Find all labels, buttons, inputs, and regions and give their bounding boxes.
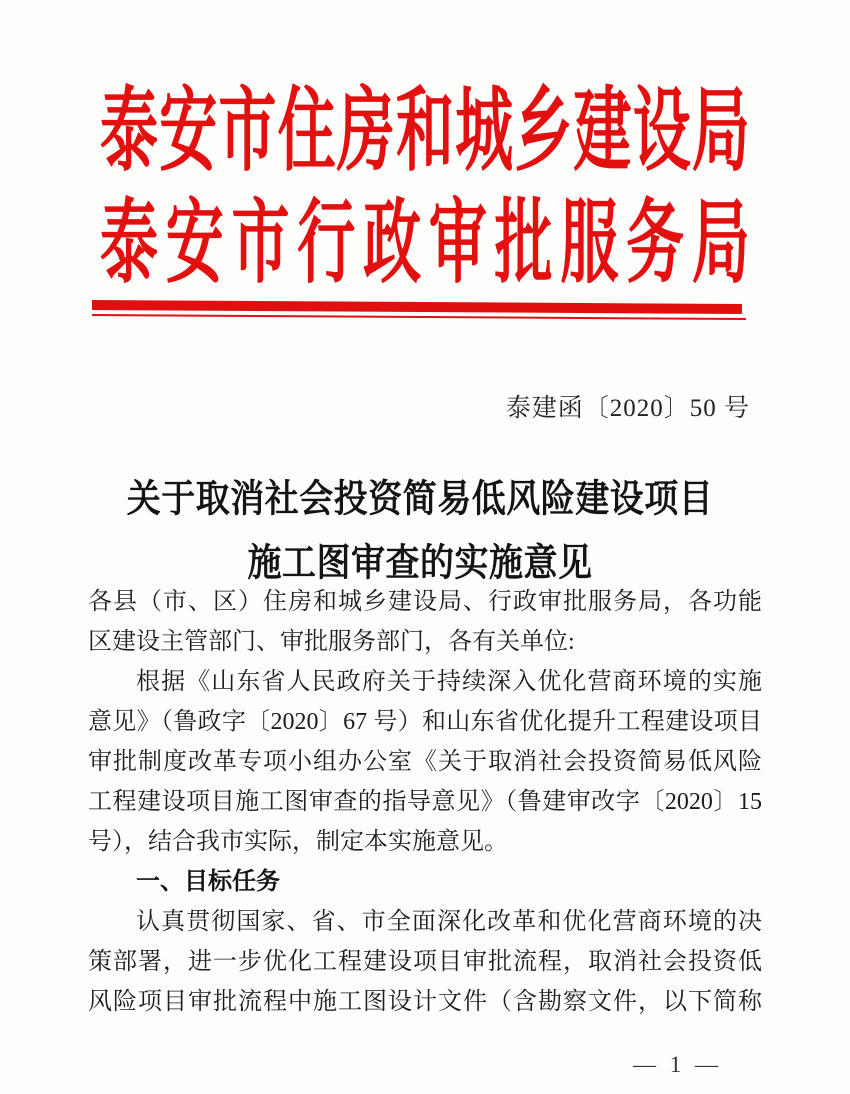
document-title-line-2: 施工图审查的实施意见 (247, 543, 593, 585)
agency-name-char: 住 (277, 79, 336, 183)
agency-name-char: 城 (455, 79, 514, 183)
body-text (88, 582, 762, 1022)
agency-name-char: 政 (363, 191, 422, 295)
body-line: 意见》（鲁政字〔2020〕67 号）和山东省优化提升工程建设项目 (88, 709, 762, 735)
agency-name-char: 房 (336, 79, 395, 183)
body-line: 号），结合我市实际，制定本实施意见。 (88, 829, 508, 855)
section-heading: 一、目标任务 (136, 869, 280, 895)
agency-name-char: 乡 (514, 79, 573, 183)
agency-name-char: 泰 (100, 79, 159, 183)
agency-name-char: 泰 (100, 191, 159, 295)
page-number: — 1 — (633, 1052, 722, 1077)
agency-name-char: 服 (560, 191, 619, 295)
red-divider-thin (92, 314, 746, 320)
document-title-line-1: 关于取消社会投资简易低风险建设项目 (126, 479, 714, 521)
agency-name-char: 市 (218, 79, 277, 183)
agency-name-char: 批 (494, 191, 553, 295)
agency-name-char: 行 (297, 191, 356, 295)
agency-name-char: 设 (632, 79, 691, 183)
agency-name-char: 局 (691, 79, 750, 183)
document-title (0, 468, 840, 596)
body-line: 审批制度改革专项小组办公室《关于取消社会投资简易低风险 (88, 749, 762, 775)
body-line: 认真贯彻国家、省、市全面深化改革和优化营商环境的决 (136, 909, 762, 935)
agency-letterhead (100, 56, 750, 295)
body-line: 工程建设项目施工图审查的指导意见》（鲁建审改字〔2020〕15 (88, 789, 762, 815)
agency-name-char: 局 (691, 191, 750, 295)
body-line: 各县（市、区）住房和城乡建设局、行政审批服务局，各功能 (88, 589, 762, 615)
agency-name-char: 和 (395, 79, 454, 183)
agency-name-char: 安 (165, 191, 224, 295)
agency-name-char: 审 (428, 191, 487, 295)
agency-name-char: 市 (231, 191, 290, 295)
agency-name-line-2 (100, 168, 750, 295)
agency-name-char: 安 (159, 79, 218, 183)
agency-name-char: 建 (573, 79, 632, 183)
red-divider-thick (92, 300, 742, 314)
body-line: 根据《山东省人民政府关于持续深入优化营商环境的实施 (136, 669, 762, 695)
body-line: 区建设主管部门、审批服务部门，各有关单位: (88, 629, 575, 655)
agency-name-line-1 (100, 56, 750, 183)
body-line: 策部署，进一步优化工程建设项目审批流程，取消社会投资低 (88, 949, 762, 975)
agency-name-char: 务 (626, 191, 685, 295)
body-line: 风险项目审批流程中施工图设计文件（含勘察文件，以下简称 (88, 989, 762, 1015)
document-reference-number: 泰建函〔2020〕50 号 (505, 395, 750, 422)
